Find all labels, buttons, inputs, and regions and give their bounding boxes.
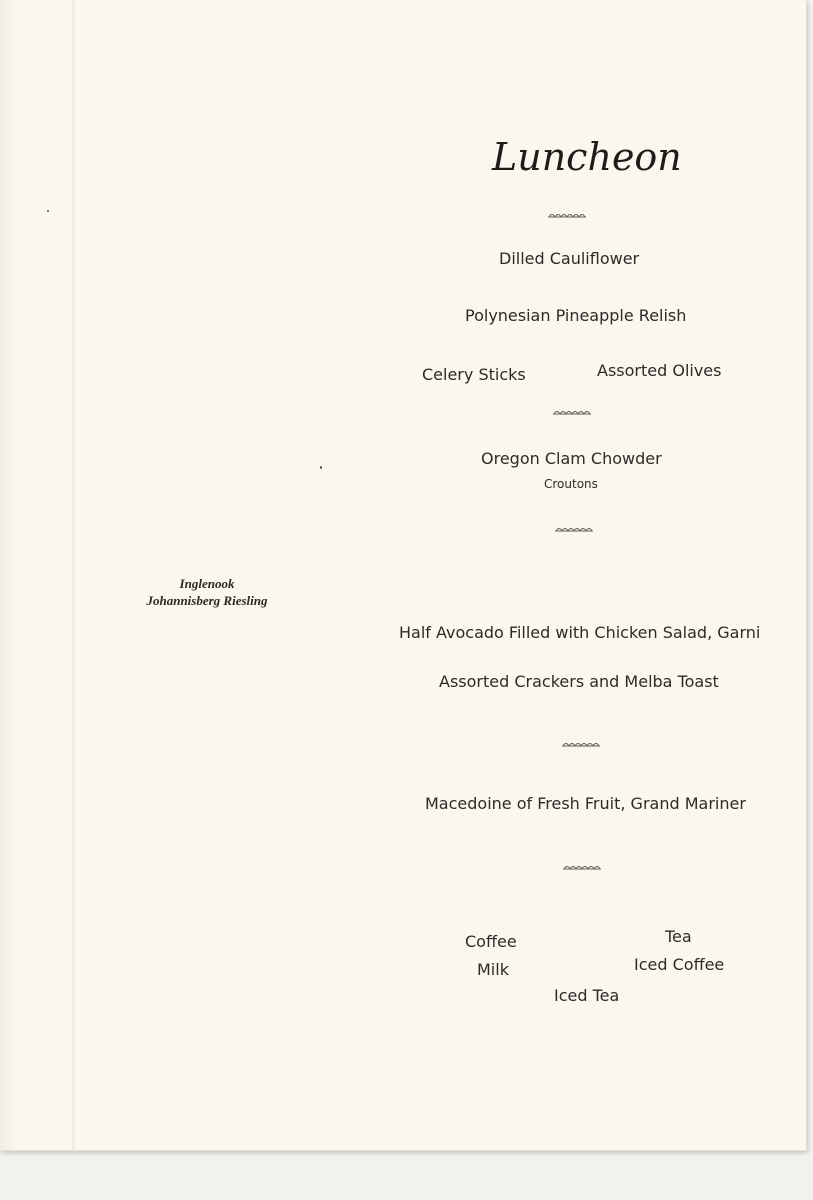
beverage-milk: Milk xyxy=(477,960,509,979)
beverage-tea: Tea xyxy=(665,927,692,946)
menu-item-assorted-olives: Assorted Olives xyxy=(597,361,722,380)
page-edge-shadow xyxy=(0,0,20,1150)
menu-item-pineapple-relish: Polynesian Pineapple Relish xyxy=(465,306,687,325)
menu-item-celery-sticks: Celery Sticks xyxy=(422,365,526,384)
beverage-iced-tea: Iced Tea xyxy=(554,986,620,1005)
beverage-iced-coffee: Iced Coffee xyxy=(634,955,725,974)
menu-item-clam-chowder: Oregon Clam Chowder xyxy=(481,449,662,468)
ornament-divider xyxy=(547,211,587,221)
ornament-divider xyxy=(552,408,592,418)
beverage-coffee: Coffee xyxy=(465,932,517,951)
menu-title: Luncheon xyxy=(492,135,682,179)
menu-item-dilled-cauliflower: Dilled Cauliflower xyxy=(499,249,640,268)
wine-name-line2: Johannisberg Riesling xyxy=(146,593,268,608)
ornament-divider xyxy=(554,525,594,535)
paper-speck xyxy=(320,466,322,469)
paper-speck xyxy=(47,210,49,212)
menu-item-crackers: Assorted Crackers and Melba Toast xyxy=(439,672,719,691)
ornament-divider xyxy=(562,863,602,873)
menu-item-croutons: Croutons xyxy=(544,477,598,491)
wine-name-line1: Inglenook xyxy=(179,576,235,591)
page-fold xyxy=(72,0,75,1150)
ornament-divider xyxy=(561,740,601,750)
menu-item-macedoine: Macedoine of Fresh Fruit, Grand Mariner xyxy=(425,794,746,813)
menu-item-avocado: Half Avocado Filled with Chicken Salad, Garni xyxy=(399,623,761,642)
